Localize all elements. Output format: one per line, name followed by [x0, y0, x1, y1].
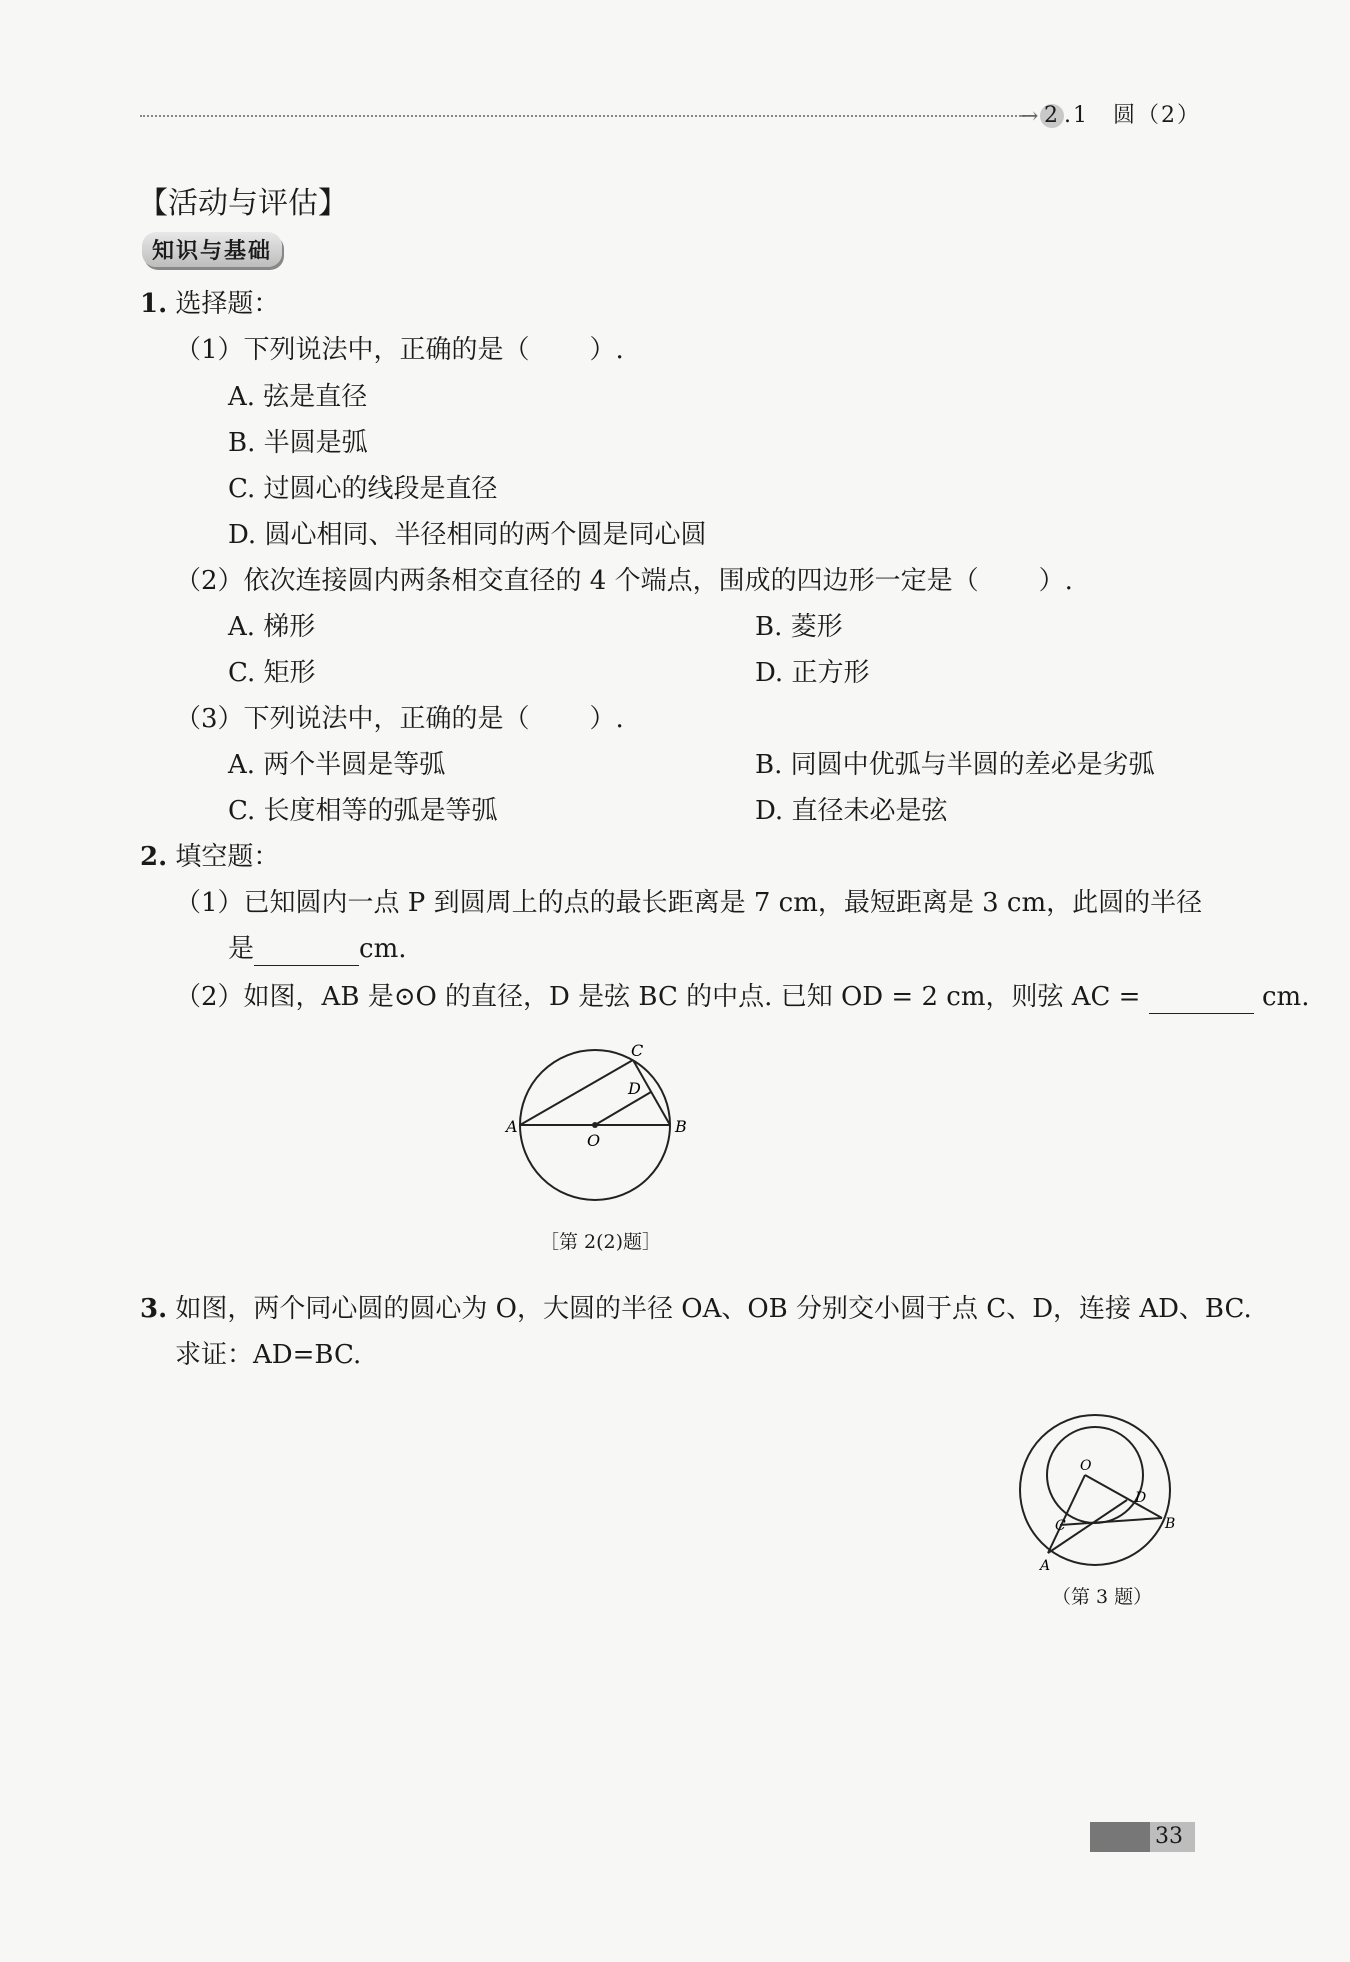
option-c: C. 过圆心的线段是直径 — [228, 474, 498, 504]
page-number: 33 — [1155, 1824, 1183, 1849]
stem-end: ）. — [1038, 566, 1073, 596]
stem-text: （3）下列说法中，正确的是（ — [175, 704, 530, 734]
option-b: B. 同圆中优弧与半圆的差必是劣弧 — [755, 750, 1155, 780]
option-a: A. 弦是直径 — [228, 382, 368, 412]
arrow-right-icon: → — [1020, 104, 1039, 129]
figure-caption: ［第 2(2)题］ — [540, 1231, 662, 1253]
question-1-heading — [140, 287, 279, 321]
section-name: .1 圆（2） — [1064, 103, 1201, 128]
page-bar-dark — [1090, 1822, 1150, 1852]
running-header — [1040, 98, 1201, 129]
stem-text: （1）下列说法中，正确的是（ — [175, 335, 530, 365]
section-number: 2 — [1040, 104, 1064, 128]
option-a: A. 两个半圆是等弧 — [228, 750, 446, 780]
fill-blank[interactable] — [254, 939, 359, 966]
option-d: D. 圆心相同、半径相同的两个圆是同心圆 — [228, 520, 707, 550]
category-badge: 知识与基础 — [142, 232, 282, 267]
fill-blank[interactable] — [1149, 987, 1254, 1014]
question-2-heading — [140, 840, 279, 874]
point-label-d: D — [1135, 1490, 1147, 1506]
header-rule — [140, 115, 1025, 117]
q2-1-line1: （1）已知圆内一点 P 到圆周上的点的最长距离是 7 cm，最短距离是 3 cm，此圆的半径 — [175, 888, 1203, 918]
question-number: 3. — [140, 1294, 168, 1324]
point-label-a: A — [1040, 1558, 1051, 1574]
q1-1-stem — [175, 333, 624, 367]
point-label-o: O — [1080, 1458, 1092, 1474]
option-d: D. 正方形 — [755, 658, 870, 688]
option-c: C. 长度相等的弧是等弧 — [228, 796, 498, 826]
point-label-d: D — [628, 1079, 641, 1098]
point-label-b: B — [1165, 1516, 1176, 1532]
unit: cm. — [1262, 982, 1310, 1012]
question-text: 如图，两个同心圆的圆心为 O，大圆的半径 OA、OB 分别交小圆于点 C、D，连接 AD、BC. — [175, 1294, 1252, 1324]
question-number: 1. — [140, 289, 168, 319]
point-label-c: C — [1055, 1518, 1066, 1534]
question-title: 填空题： — [175, 842, 280, 872]
stem-text: （2）依次连接圆内两条相交直径的 4 个端点，围成的四边形一定是（ — [175, 566, 979, 596]
point-label-c: C — [631, 1041, 644, 1060]
option-c: C. 矩形 — [228, 658, 316, 688]
option-d: D. 直径未必是弦 — [755, 796, 948, 826]
figure-q2-2 — [495, 1035, 705, 1245]
q1-2-stem — [175, 564, 1073, 598]
stem-end: ）. — [589, 704, 624, 734]
unit: cm. — [359, 934, 407, 964]
question-title: 选择题： — [175, 289, 280, 319]
q2-1-line2 — [228, 932, 407, 966]
figure-q3 — [1010, 1405, 1185, 1580]
question-number: 2. — [140, 842, 168, 872]
point-label-a: A — [506, 1117, 518, 1136]
q2-2-stem — [175, 980, 1309, 1014]
point-label-b: B — [675, 1117, 687, 1136]
option-b: B. 菱形 — [755, 612, 843, 642]
option-b: B. 半圆是弧 — [228, 428, 368, 458]
question-3-line1 — [140, 1292, 1252, 1326]
option-a: A. 梯形 — [228, 612, 316, 642]
text: 是 — [228, 934, 255, 964]
point-label-o: O — [587, 1131, 601, 1150]
figure-caption: （第 3 题） — [1052, 1586, 1153, 1608]
q1-3-stem — [175, 702, 624, 736]
section-title: 【活动与评估】 — [138, 186, 348, 221]
stem-end: ）. — [589, 335, 624, 365]
stem-text: （2）如图，AB 是⊙O 的直径，D 是弦 BC 的中点. 已知 OD = 2 cm，则弦 AC = — [175, 982, 1141, 1012]
question-3-line2: 求证：AD=BC. — [175, 1340, 362, 1370]
